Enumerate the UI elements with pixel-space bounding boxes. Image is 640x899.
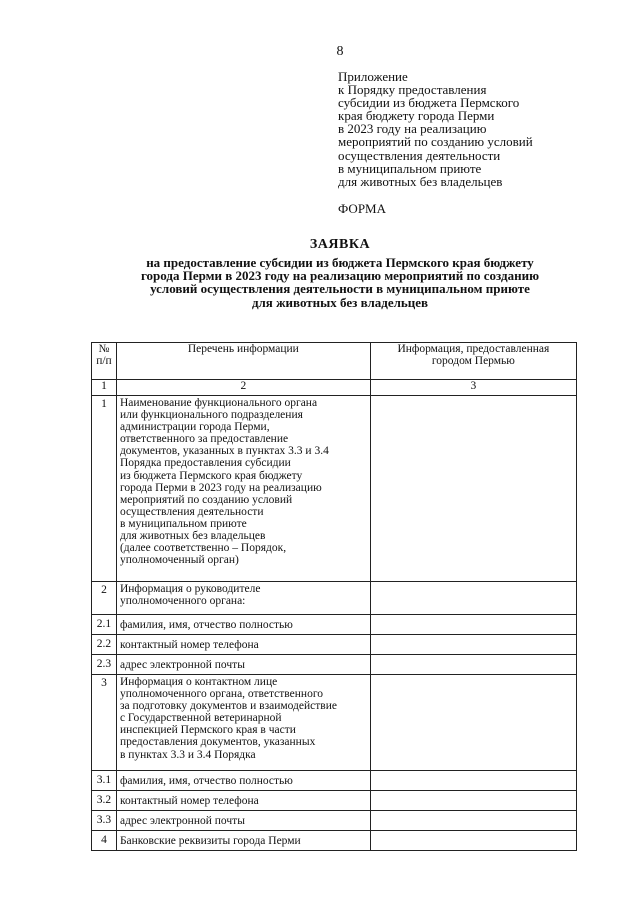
row-line: адрес электронной почты [119,814,245,827]
table-row [92,791,577,811]
form-label: ФОРМА [338,201,386,216]
row-line: уполномоченный орган) [119,554,239,567]
appendix-line: субсидии из бюджета Пермского [338,95,520,111]
row-line: мероприятий по созданию условий [119,493,293,506]
index-cell: 1 [92,380,117,396]
appendix-line: в муниципальном приюте [338,160,482,176]
row-line: Наименование функционального органа [119,397,318,409]
row-line: за подготовку документов и взаимодействие [119,700,337,713]
table-row [92,675,577,771]
row-line: в пунктах 3.3 и 3.4 Порядка [119,748,256,761]
row-line: (далее соответственно – Порядок, [119,542,287,555]
document-subtitle [0,256,640,309]
row-value-field[interactable] [370,791,576,811]
row-line: документов, указанных в пунктах 3.3 и 3.4 [119,445,329,458]
row-line: администрации города Перми, [119,421,270,434]
row-number: 3 [92,675,117,771]
table-row [92,655,577,675]
row-line: фамилия, имя, отчество полностью [119,774,293,787]
row-line: ответственного за предоставление [119,433,289,446]
row-value-field[interactable] [370,811,576,831]
row-value-field[interactable] [370,831,576,851]
row-line: фамилия, имя, отчество полностью [119,618,293,631]
header-provided-line: Информация, предоставленная [397,343,550,355]
table-row [92,811,577,831]
appendix-line: для животных без владельцев [338,173,503,189]
page-number: 8 [336,44,344,59]
row-line: города Перми в 2023 году на реализацию [119,481,322,494]
header-number-line: п/п [96,355,112,368]
row-description [116,675,370,771]
row-line: для животных без владельцев [119,530,266,543]
row-line: предоставления документов, указанных [119,736,316,749]
row-number: 4 [92,831,117,851]
appendix-line: мероприятий по созданию условий [338,134,533,150]
row-line: Порядка предоставления субсидии [119,457,291,470]
row-line: Банковские реквизиты города Перми [119,834,301,847]
table-row [92,396,577,582]
row-line: адрес электронной почты [119,658,245,671]
appendix-line: в 2023 году на реализацию [338,121,487,137]
row-value-field[interactable] [370,582,576,615]
row-value-field[interactable] [370,771,576,791]
row-description [116,582,370,615]
appendix-line: края бюджету города Перми [338,108,495,124]
information-table [91,342,577,851]
row-number: 2.1 [92,615,117,635]
row-line: Информация о контактном лице [119,676,278,688]
row-line: в муниципальном приюте [119,517,247,530]
table-row [92,771,577,791]
index-cell: 3 [370,380,576,396]
row-description [116,831,370,851]
row-line: из бюджета Пермского края бюджету [119,469,303,482]
table-header-row [92,343,577,380]
appendix-line: осуществления деятельности [338,147,501,163]
row-line: или функционального подразделения [119,409,303,422]
header-number [92,343,117,380]
row-value-field[interactable] [370,615,576,635]
row-line: Информация о руководителе [119,583,261,595]
row-line: осуществления деятельности [119,505,264,518]
row-line: с Государственной ветеринарной [119,712,282,725]
table-row [92,615,577,635]
document-title: ЗАЯВКА [309,237,371,252]
subtitle-line: условий осуществления деятельности в муниципальном приюте [150,281,530,297]
row-line: контактный номер телефона [119,638,259,651]
row-number: 3.1 [92,771,117,791]
row-description [116,615,370,635]
row-description [116,635,370,655]
table-row [92,582,577,615]
subtitle-line: города Перми в 2023 году на реализацию мероприятий по созданию [140,268,540,284]
index-cell: 2 [116,380,370,396]
row-value-field[interactable] [370,635,576,655]
appendix-block [338,70,533,188]
appendix-line: Приложение [338,69,408,84]
row-number: 3.3 [92,811,117,831]
subtitle-line: на предоставление субсидии из бюджета Пермского края бюджету [146,255,534,270]
row-value-field[interactable] [370,396,576,582]
appendix-line: к Порядку предоставления [338,82,487,98]
header-provided-info [370,343,576,380]
header-provided-line: городом Пермью [431,355,515,368]
subtitle-line: для животных без владельцев [251,294,429,310]
table-row [92,831,577,851]
row-description [116,396,370,582]
row-line: уполномоченного органа, ответственного [119,688,324,701]
row-description [116,771,370,791]
row-value-field[interactable] [370,655,576,675]
row-number: 1 [92,396,117,582]
header-info-list: Перечень информации [116,343,370,380]
row-line: уполномоченного органа: [119,595,246,608]
table-index-row [92,380,577,396]
row-number: 2 [92,582,117,615]
row-line: контактный номер телефона [119,794,259,807]
row-number: 2.2 [92,635,117,655]
row-line: инспекцией Пермского края в части [119,724,296,737]
row-value-field[interactable] [370,675,576,771]
row-number: 2.3 [92,655,117,675]
row-description [116,791,370,811]
header-number-line: № [98,343,110,355]
row-number: 3.2 [92,791,117,811]
row-description [116,655,370,675]
row-description [116,811,370,831]
table-row [92,635,577,655]
